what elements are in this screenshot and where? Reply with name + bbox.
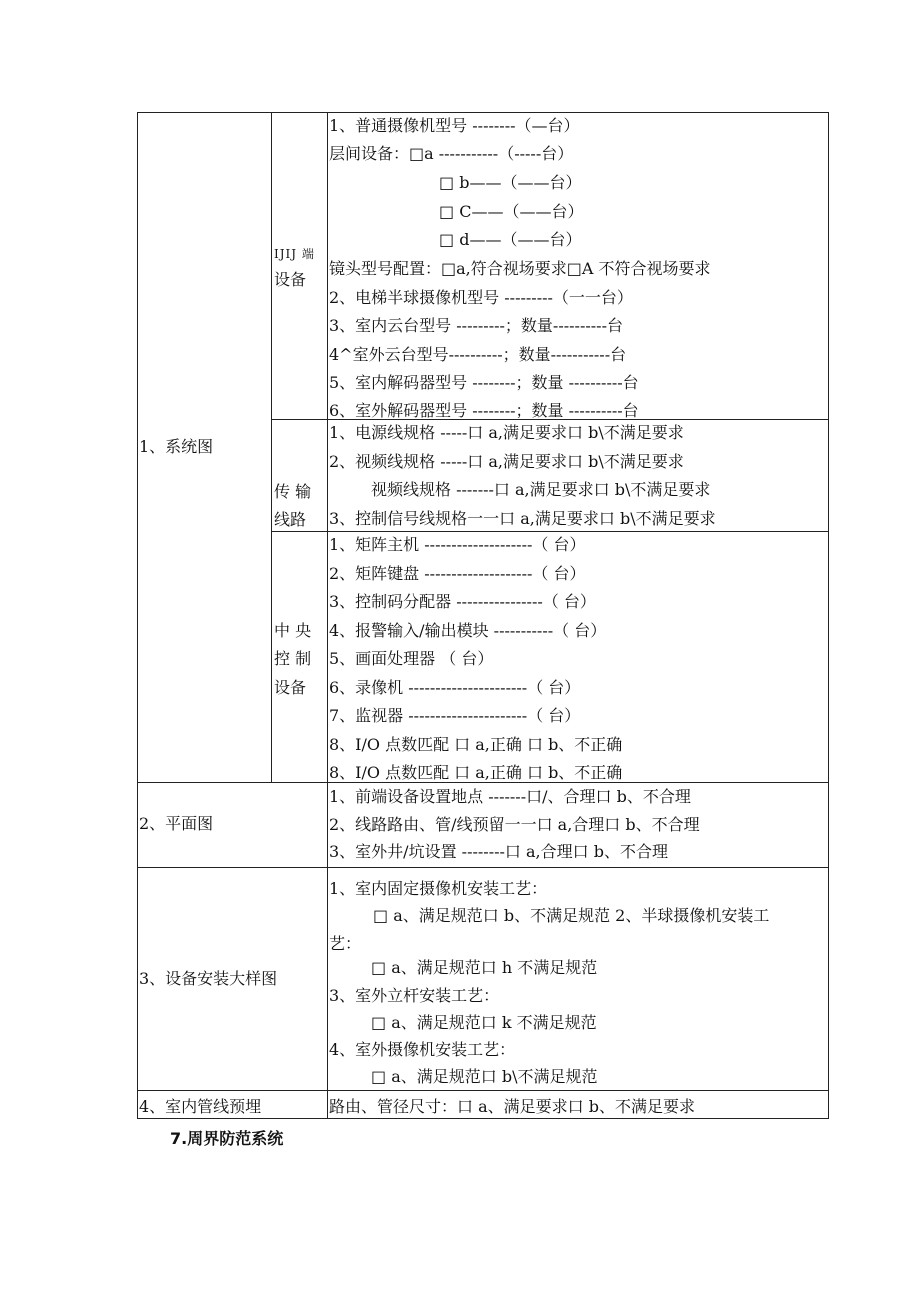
subrow-label-central-1: 中 央 [274, 621, 312, 640]
front-end-line: 层间设备：□a -----------（-----台） [329, 144, 574, 163]
install-line: □ a、满足规范口 b、不满足规范 2、半球摄像机安装工 [373, 906, 770, 925]
subrow-label-front-end-bottom: 设备 [274, 270, 307, 289]
central-line: 5、画面处理器 （ 台） [329, 649, 494, 668]
front-end-line: 2、电梯半球摄像机型号 ---------（一一台） [329, 288, 633, 307]
row-divider [137, 782, 829, 783]
row-divider [271, 419, 829, 420]
install-line: □ a、满足规范口 b\不满足规范 [371, 1067, 598, 1086]
row-label-system-diagram: 1、系统图 [139, 437, 214, 456]
section-title-perimeter: 7.周界防范系统 [170, 1129, 284, 1148]
central-line: 8、I/O 点数匹配 口 a,正确 口 b、不正确 [329, 763, 623, 781]
front-end-line: 4^室外云台型号----------；数量-----------台 [329, 345, 627, 364]
central-line: 3、控制码分配器 ----------------（ 台） [329, 592, 596, 611]
front-end-line: □ d——（——台） [439, 230, 582, 249]
floor-plan-line: 1、前端设备设置地点 -------口/、合理口 b、不合理 [329, 787, 691, 806]
col-divider [327, 112, 328, 1119]
row-label-install-detail: 3、设备安装大样图 [139, 969, 278, 988]
central-line: 6、录像机 ----------------------（ 台） [329, 678, 581, 697]
transmission-line: 2、视频线规格 -----口 a,满足要求口 b\不满足要求 [329, 452, 684, 471]
central-line: 1、矩阵主机 --------------------（ 台） [329, 535, 586, 554]
table-border-bottom [137, 1118, 829, 1119]
central-line: 2、矩阵键盘 --------------------（ 台） [329, 564, 586, 583]
subrow-label-central-2: 控 制 [274, 649, 312, 668]
row-label-floor-plan: 2、平面图 [139, 814, 214, 833]
inspection-table [137, 112, 829, 1119]
row-divider [137, 1090, 829, 1091]
subrow-label-transmission-top: 传 输 [274, 482, 312, 501]
central-line: 4、报警输入/输出模块 -----------（ 台） [329, 621, 607, 640]
install-line: 艺： [329, 934, 362, 953]
front-end-line: □ b——（——台） [439, 173, 582, 192]
transmission-line: 3、控制信号线规格一一口 a,满足要求口 b\不满足要求 [329, 509, 716, 528]
subrow-label-transmission-bottom: 线路 [274, 510, 307, 529]
row-divider [137, 867, 829, 868]
subrow-label-front-end-top: IJIJ 端 [274, 247, 315, 261]
central-line: 8、I/O 点数匹配 口 a,正确 口 b、不正确 [329, 735, 623, 754]
floor-plan-line: 3、室外井/坑设置 --------口 a,合理口 b、不合理 [329, 842, 668, 861]
table-border-left [137, 112, 138, 1119]
install-line: 1、室内固定摄像机安装工艺： [329, 879, 548, 898]
subrow-label-central-3: 设备 [274, 678, 307, 697]
table-border-right [828, 112, 829, 1119]
front-end-line: 1、普通摄像机型号 --------（—台） [329, 116, 580, 135]
table-border-top [137, 112, 829, 113]
row-label-indoor-pipe: 4、室内管线预埋 [139, 1097, 262, 1116]
front-end-line: 3、室内云台型号 ---------；数量----------台 [329, 316, 623, 335]
transmission-line: 视频线规格 -------口 a,满足要求口 b\不满足要求 [371, 480, 711, 499]
central-line: 7、监视器 ----------------------（ 台） [329, 706, 581, 725]
install-line: □ a、满足规范口 h 不满足规范 [371, 958, 598, 977]
front-end-line: □ C——（——台） [439, 202, 584, 221]
install-line: □ a、满足规范口 k 不满足规范 [371, 1013, 597, 1032]
col-divider [271, 112, 272, 782]
front-end-line: 5、室内解码器型号 --------；数量 ----------台 [329, 373, 639, 392]
front-end-line: 6、室外解码器型号 --------；数量 ----------台 [329, 401, 639, 418]
install-line: 4、室外摄像机安装工艺： [329, 1040, 516, 1059]
transmission-line: 1、电源线规格 -----口 a,满足要求口 b\不满足要求 [329, 423, 684, 442]
front-end-line: 镜头型号配置：□a,符合视场要求□A 不符合视场要求 [329, 259, 711, 278]
install-line: 3、室外立杆安装工艺： [329, 986, 500, 1005]
floor-plan-line: 2、线路路由、管/线预留一一口 a,合理口 b、不合理 [329, 815, 700, 834]
row-divider [271, 531, 829, 532]
indoor-pipe-line: 路由、管径尺寸：口 a、满足要求口 b、不满足要求 [329, 1097, 695, 1116]
